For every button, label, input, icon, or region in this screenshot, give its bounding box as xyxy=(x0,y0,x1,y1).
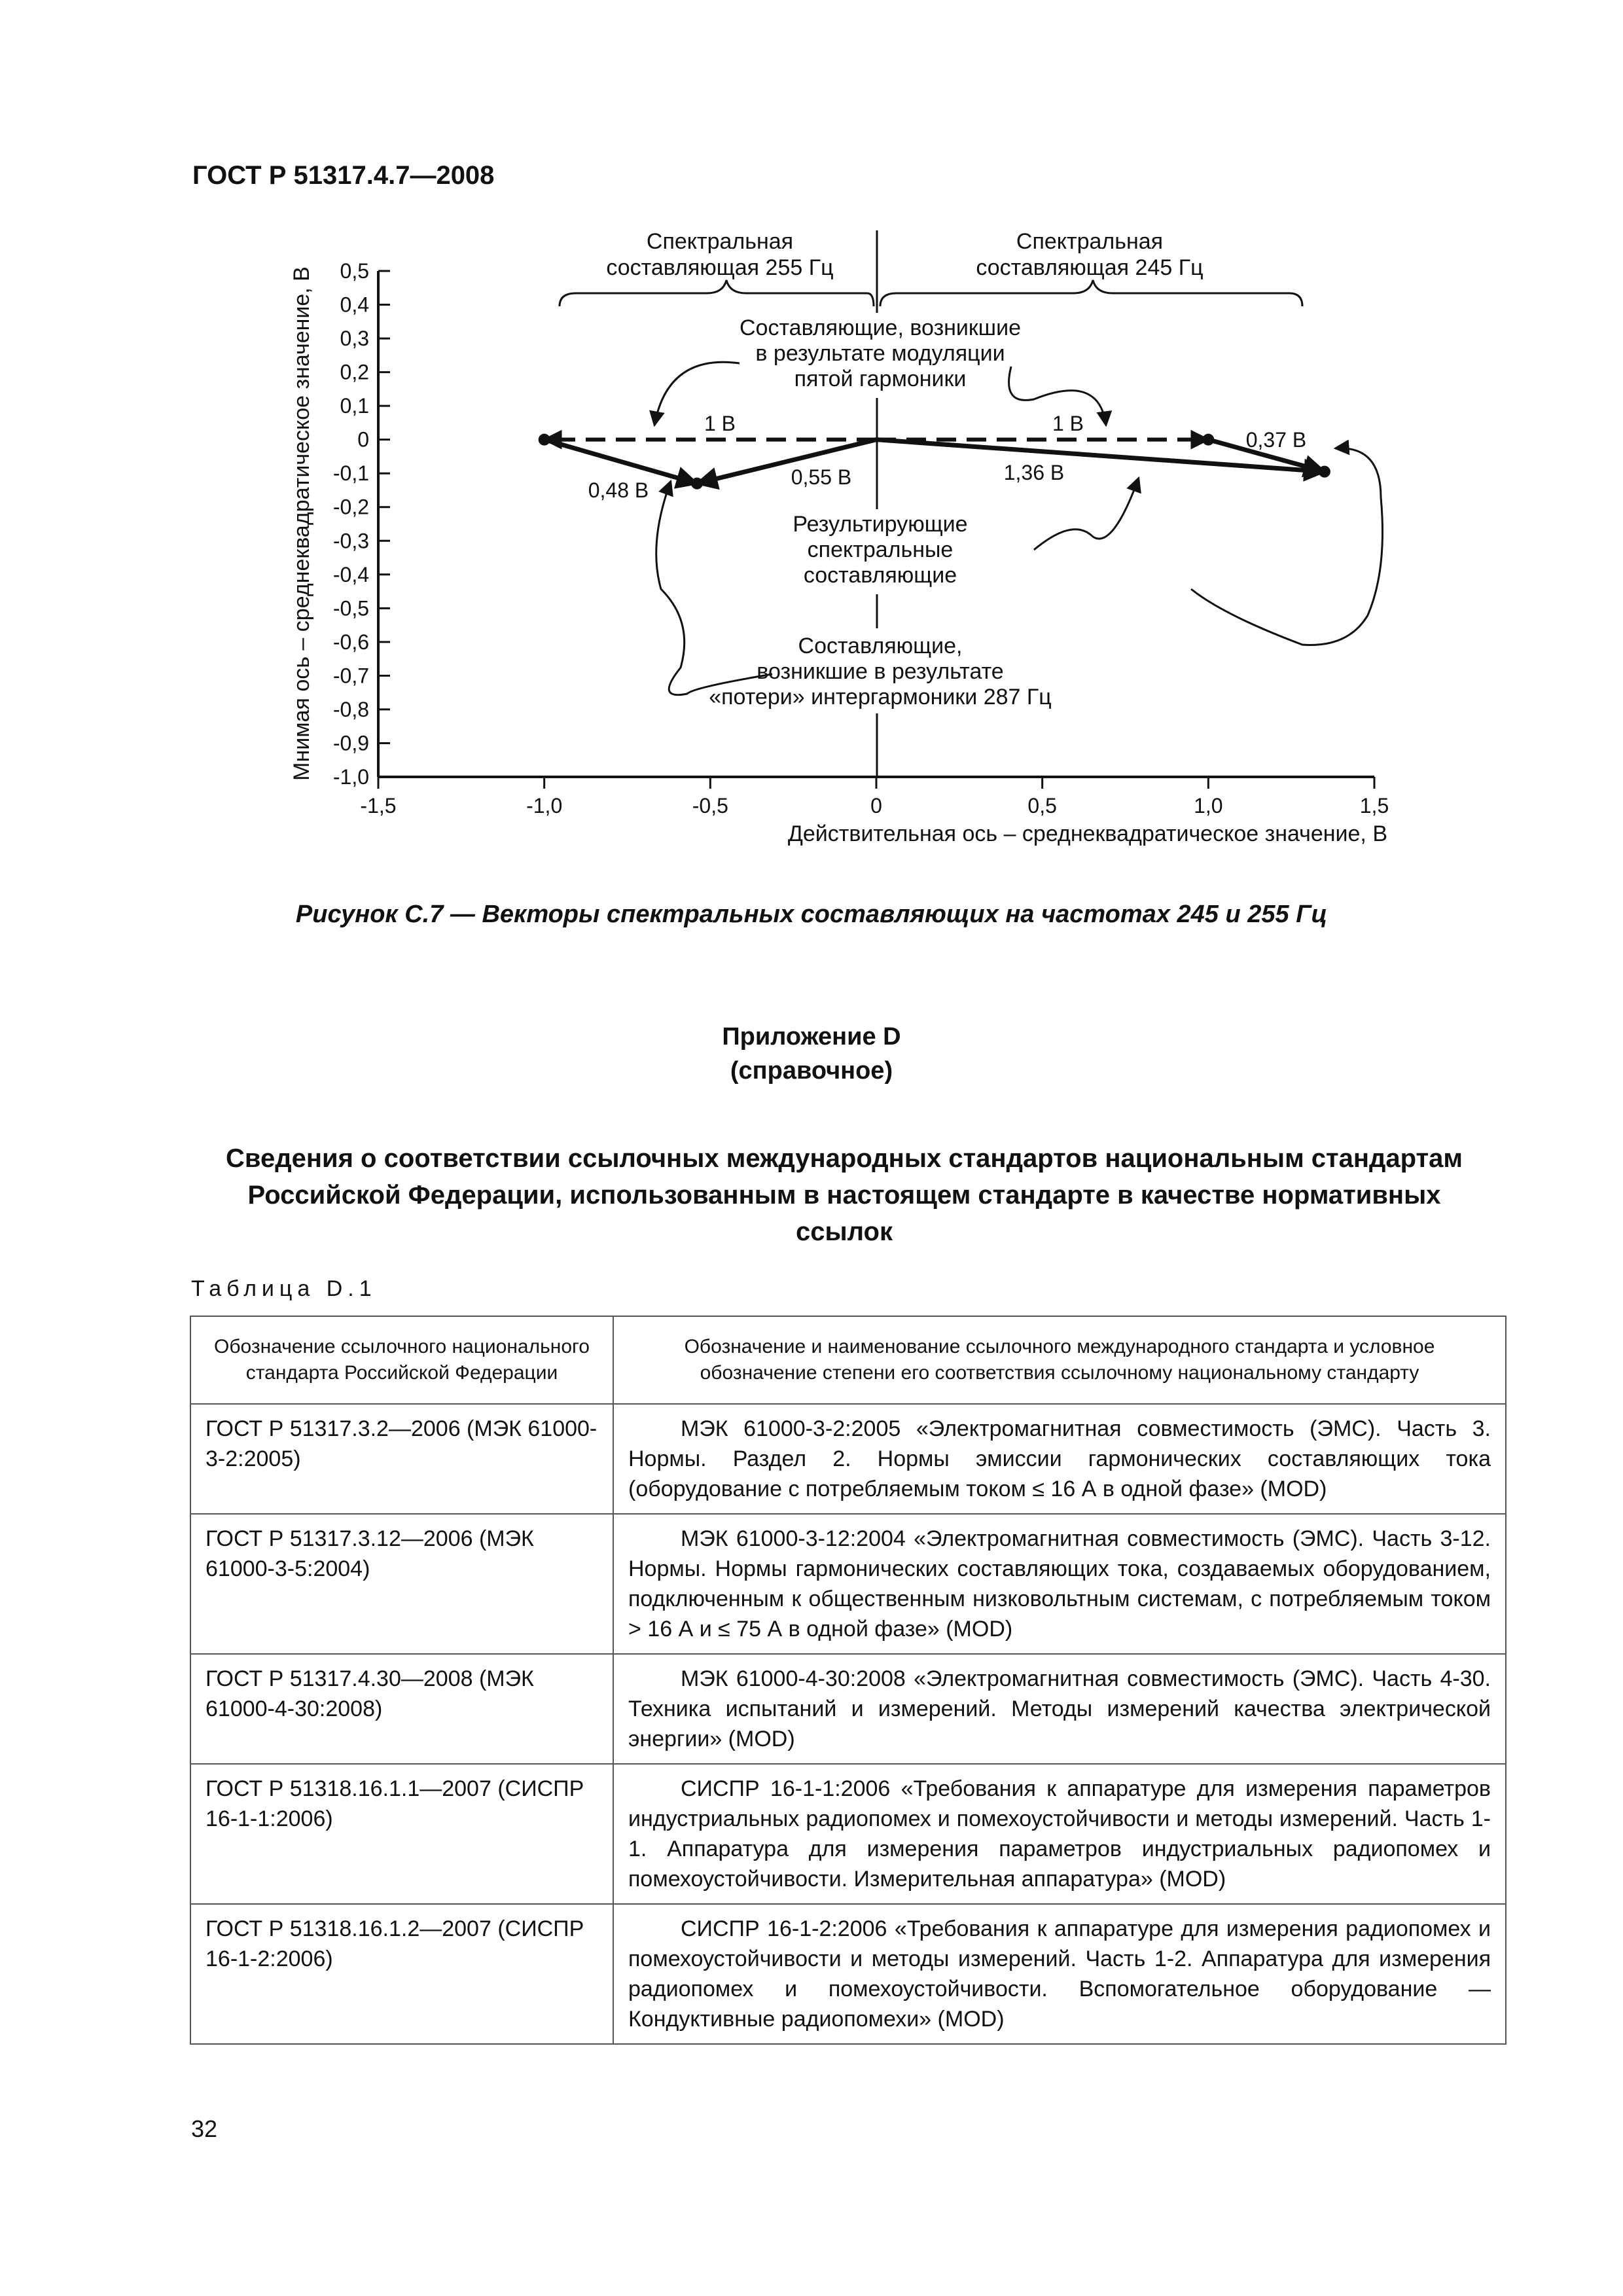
cell-international: МЭК 61000-4-30:2008 «Электромагнитная совместимость (ЭМС). Часть 4-30. Техника испытаний и измерений. Методы измерений качества электрической энергии» (MOD) xyxy=(613,1654,1506,1764)
y-tick-label: -0,6 xyxy=(332,630,369,654)
table-row xyxy=(190,1654,1506,1764)
vector-point xyxy=(1202,434,1214,446)
document-header: ГОСТ Р 51317.4.7—2008 xyxy=(192,161,495,190)
section-title: Сведения о соответствии ссылочных международных стандартов национальным стандартам Российской Федерации, использованным в настоящем стандарте в качестве нормативных ссылок xyxy=(226,1144,1463,1246)
result-arrow xyxy=(1034,478,1139,550)
y-tick-label: 0,2 xyxy=(340,360,369,384)
label-055: 0,55 В xyxy=(791,465,852,489)
y-tick-label: 0 xyxy=(357,427,369,452)
vectors xyxy=(539,434,1330,490)
right-brace xyxy=(880,280,1302,306)
modulation-note-3: пятой гармоники xyxy=(794,367,967,391)
table-row xyxy=(190,1764,1506,1904)
y-tick-label: -0,2 xyxy=(332,495,369,519)
result-note-2: спектральные xyxy=(807,537,954,562)
table-header-row xyxy=(190,1316,1506,1404)
loss-note-3: «потери» интергармоники 287 Гц xyxy=(709,685,1052,709)
modulation-note-2: в результате модуляции xyxy=(755,341,1005,366)
appendix-type: (справочное) xyxy=(730,1057,893,1085)
y-tick-label: 0,3 xyxy=(340,327,369,351)
y-tick-label: -0,4 xyxy=(332,562,369,586)
x-axis-label: Действительная ось – среднеквадратическое значение, В xyxy=(787,821,1387,846)
page-number: 32 xyxy=(191,2115,218,2142)
cell-national: ГОСТ Р 51317.4.30—2008 (МЭК 61000-4-30:2008) xyxy=(190,1654,613,1764)
label-048: 0,48 В xyxy=(588,478,649,502)
table-row xyxy=(190,1404,1506,1514)
cell-international: МЭК 61000-3-12:2004 «Электромагнитная совместимость (ЭМС). Часть 3-12. Нормы. Нормы гармонических составляющих тока, создаваемых оборудованием, подключенным к общественным низковольтным системам, с потребляемым током > 16 А и ≤ 75 А в одной фазе» (MOD) xyxy=(613,1514,1506,1654)
x-tick-label: 0 xyxy=(870,794,882,817)
table-row xyxy=(190,1514,1506,1654)
label-136: 1,36 В xyxy=(1003,461,1065,484)
result-note-3: составляющие xyxy=(803,563,957,588)
y-ticks xyxy=(333,259,390,789)
y-tick-label: -0,9 xyxy=(332,731,369,755)
header-national-standard: Обозначение ссылочного национального стандарта Российской Федерации xyxy=(190,1316,613,1404)
y-tick-label: 0,1 xyxy=(340,394,369,418)
y-tick-label: -0,5 xyxy=(332,596,369,620)
x-ticks xyxy=(360,777,1389,817)
appendix-heading xyxy=(0,1020,1623,1088)
vector-point xyxy=(539,434,550,446)
vector-diagram xyxy=(0,0,1623,870)
reference-table xyxy=(190,1316,1507,2045)
result-note-1: Результирующие xyxy=(793,512,968,537)
appendix-title: Приложение D xyxy=(722,1023,901,1050)
figure-caption: Рисунок С.7 — Векторы спектральных составляющих на частотах 245 и 255 Гц xyxy=(295,901,1328,928)
cell-international: СИСПР 16-1-2:2006 «Требования к аппаратуре для измерения радиопомех и помехоустойчивости и методы измерений. Часть 1-2. Аппаратура для измерения радиопомех и помехоустойчивости. Вспомогательное оборудование — Кондуктивные радиопомехи» (MOD) xyxy=(613,1904,1506,2044)
x-tick-label: -0,5 xyxy=(692,794,728,817)
y-tick-label: -0,3 xyxy=(332,529,369,553)
vector-point xyxy=(1319,466,1330,478)
x-tick-label: 1,0 xyxy=(1194,794,1223,817)
cell-national: ГОСТ Р 51318.16.1.2—2007 (СИСПР 16-1-2:2006) xyxy=(190,1904,613,2044)
vector-2 xyxy=(544,440,697,484)
label-left-1v: 1 В xyxy=(704,412,736,435)
y-tick-label: -0,8 xyxy=(332,697,369,721)
loss-note-1: Составляющие, xyxy=(798,634,963,658)
cell-international: СИСПР 16-1-1:2006 «Требования к аппаратуре для измерения параметров индустриальных радиопомех и помехоустойчивости и методы измерений. Часть 1-1. Аппаратура для измерения параметров индустриальных радиопомех и помехоустойчивости. Измерительная аппаратура» (MOD) xyxy=(613,1764,1506,1904)
header-international-standard: Обозначение и наименование ссылочного международного стандарта и условное обозначение степени его соответствия ссылочному национальному стандарту xyxy=(613,1316,1506,1404)
y-axis-label: Мнимая ось – среднеквадратическое значение, В xyxy=(289,266,314,781)
loss-arrow-right xyxy=(1191,448,1383,645)
x-tick-label: 0,5 xyxy=(1027,794,1057,817)
cell-international: МЭК 61000-3-2:2005 «Электромагнитная совместимость (ЭМС). Часть 3. Нормы. Раздел 2. Нормы эмиссии гармонических составляющих тока (оборудование с потребляемым током ≤ 16 А в одной фазе» (MOD) xyxy=(613,1404,1506,1514)
x-tick-label: -1,0 xyxy=(526,794,563,817)
cell-national: ГОСТ Р 51318.16.1.1—2007 (СИСПР 16-1-1:2006) xyxy=(190,1764,613,1904)
right-group-label-2: составляющая 245 Гц xyxy=(976,255,1204,280)
table-caption: Таблица D.1 xyxy=(191,1276,377,1301)
right-group-label-1: Спектральная xyxy=(1016,229,1164,254)
y-tick-label: -1,0 xyxy=(332,765,369,789)
y-tick-label: 0,4 xyxy=(340,293,369,317)
vector-point xyxy=(691,478,703,490)
label-right-1v: 1 В xyxy=(1052,412,1084,435)
label-037: 0,37 В xyxy=(1245,428,1307,452)
left-group-label-1: Спектральная xyxy=(646,229,794,254)
left-brace xyxy=(560,280,874,306)
table-row xyxy=(190,1904,1506,2044)
y-tick-label: 0,5 xyxy=(340,259,369,283)
y-tick-label: -0,7 xyxy=(332,664,369,688)
modulation-note-1: Составляющие, возникшие xyxy=(740,315,1021,340)
x-tick-label: -1,5 xyxy=(360,794,397,817)
x-tick-label: 1,5 xyxy=(1359,794,1389,817)
cell-national: ГОСТ Р 51317.3.2—2006 (МЭК 61000-3-2:2005) xyxy=(190,1404,613,1514)
cell-national: ГОСТ Р 51317.3.12—2006 (МЭК 61000-3-5:2004) xyxy=(190,1514,613,1654)
y-tick-label: -0,1 xyxy=(332,461,369,486)
left-group-label-2: составляющая 255 Гц xyxy=(606,255,834,280)
loss-note-2: возникшие в результате xyxy=(757,659,1004,684)
